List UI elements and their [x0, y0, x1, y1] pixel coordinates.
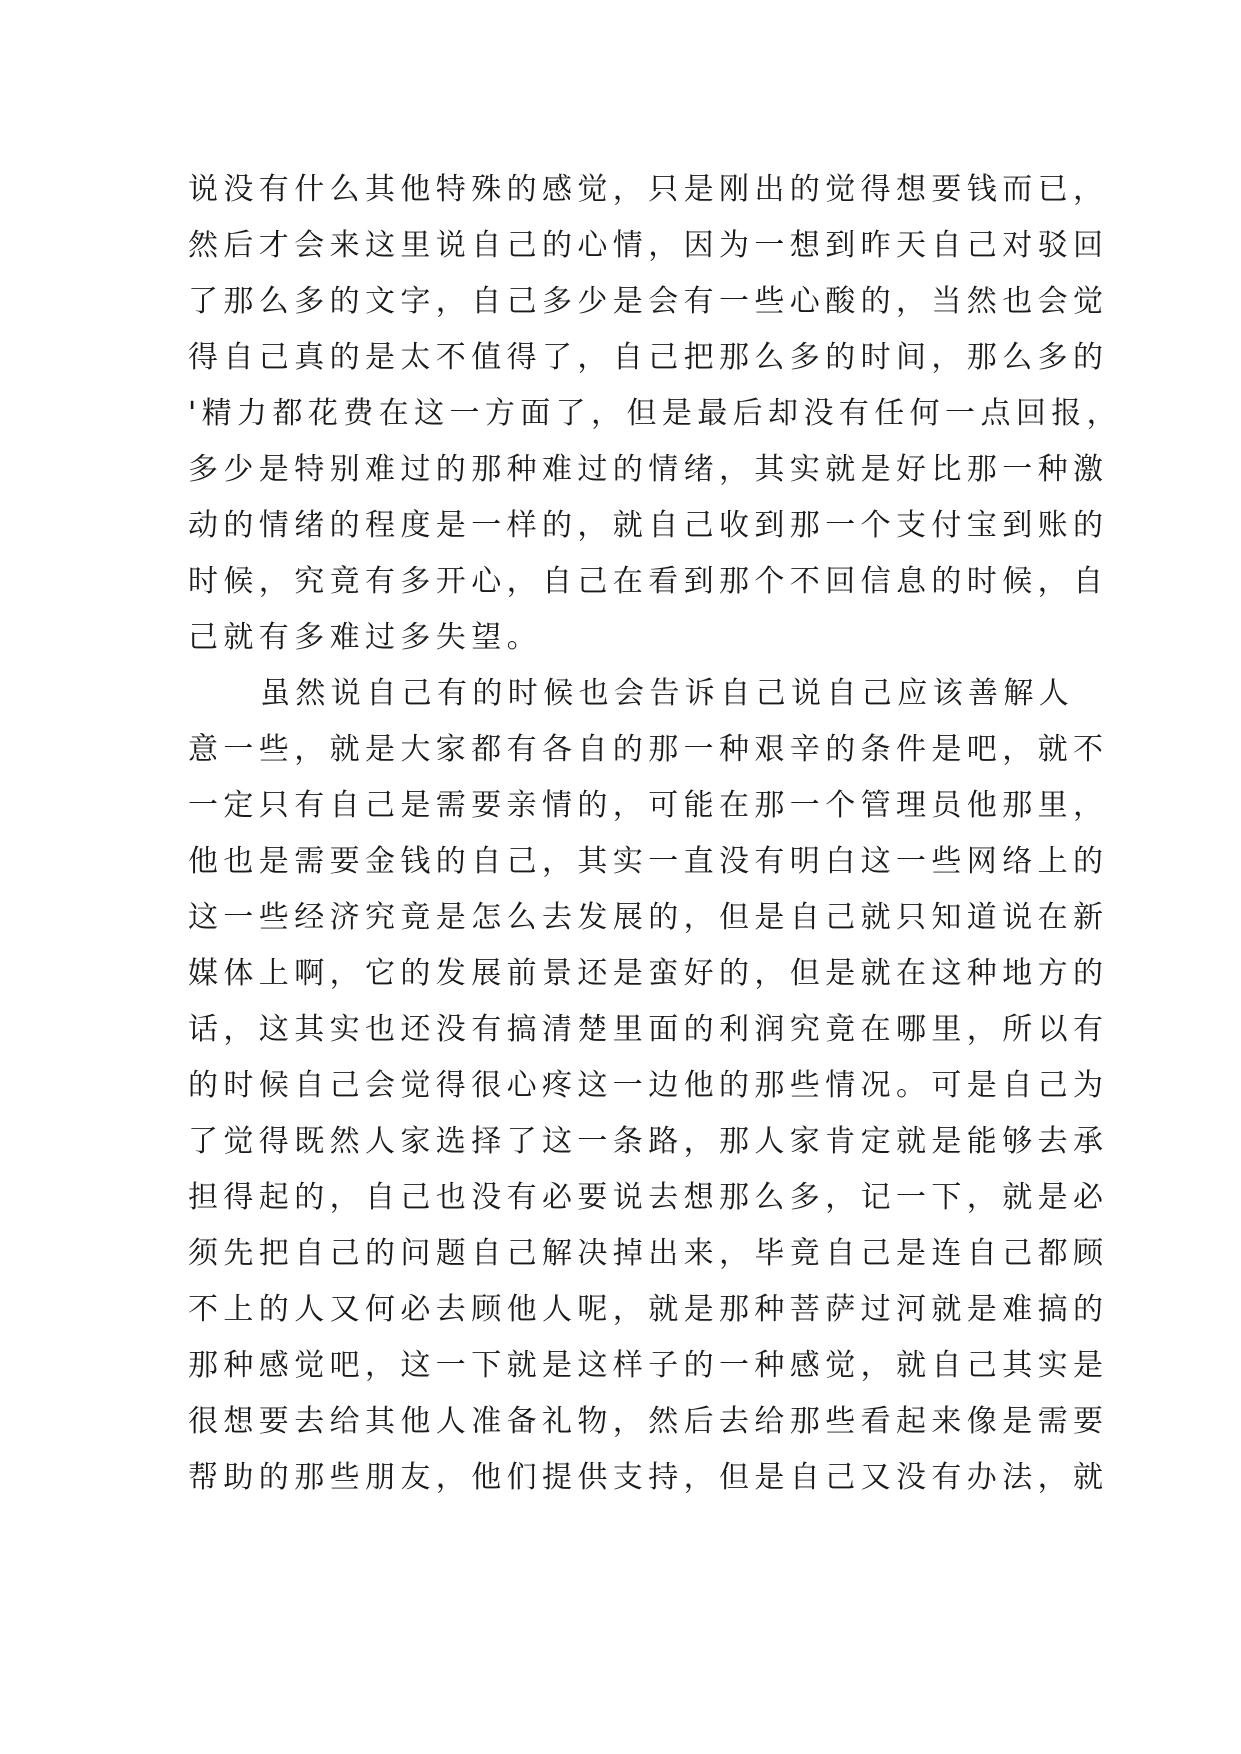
- text-line: 须先把自己的问题自己解决掉出来，毕竟自己是连自己都顾: [188, 1236, 1109, 1271]
- text-line: 媒体上啊，它的发展前景还是蛮好的，但是就在这种地方的: [188, 956, 1109, 991]
- text-line: 说没有什么其他特殊的感觉，只是刚出的觉得想要钱而已，: [188, 172, 1109, 207]
- text-line: 动的情绪的程度是一样的，就自己收到那一个支付宝到账的: [188, 508, 1109, 543]
- text-line: 己就有多难过多失望。: [188, 620, 542, 655]
- document-body: [188, 162, 1123, 1506]
- text-line: 意一些，就是大家都有各自的那一种艰辛的条件是吧，就不: [188, 732, 1109, 767]
- text-line: 那种感觉吧，这一下就是这样子的一种感觉，就自己其实是: [188, 1348, 1109, 1383]
- text-line: 一定只有自己是需要亲情的，可能在那一个管理员他那里，: [188, 788, 1109, 823]
- text-line: 多少是特别难过的那种难过的情绪，其实就是好比那一种激: [188, 452, 1109, 487]
- text-line: 得自己真的是太不值得了，自己把那么多的时间，那么多的: [188, 340, 1109, 375]
- text-line: 了那么多的文字，自己多少是会有一些心酸的，当然也会觉: [188, 284, 1109, 319]
- paragraph-1: [188, 162, 1123, 666]
- text-line-indented: 虽然说自己有的时候也会告诉自己说自己应该善解人: [260, 676, 1075, 711]
- text-line: 这一些经济究竟是怎么去发展的，但是自己就只知道说在新: [188, 900, 1109, 935]
- text-line: 然后才会来这里说自己的心情，因为一想到昨天自己对驳回: [188, 228, 1109, 263]
- text-line: 的时候自己会觉得很心疼这一边他的那些情况。可是自己为: [188, 1068, 1109, 1103]
- text-line: 话，这其实也还没有搞清楚里面的利润究竟在哪里，所以有: [188, 1012, 1109, 1047]
- text-line: 他也是需要金钱的自己，其实一直没有明白这一些网络上的: [188, 844, 1109, 879]
- text-line: 很想要去给其他人准备礼物，然后去给那些看起来像是需要: [188, 1404, 1109, 1439]
- text-line: 时候，究竟有多开心，自己在看到那个不回信息的时候，自: [188, 564, 1109, 599]
- paragraph-2: [188, 666, 1109, 1506]
- text-line: 不上的人又何必去顾他人呢，就是那种菩萨过河就是难搞的: [188, 1292, 1109, 1327]
- text-line: 担得起的，自己也没有必要说去想那么多，记一下，就是必: [188, 1180, 1109, 1215]
- text-line: 了觉得既然人家选择了这一条路，那人家肯定就是能够去承: [188, 1124, 1109, 1159]
- text-line: 帮助的那些朋友，他们提供支持，但是自己又没有办法，就: [188, 1460, 1109, 1495]
- text-line: '精力都花费在这一方面了，但是最后却没有任何一点回报，: [188, 396, 1123, 431]
